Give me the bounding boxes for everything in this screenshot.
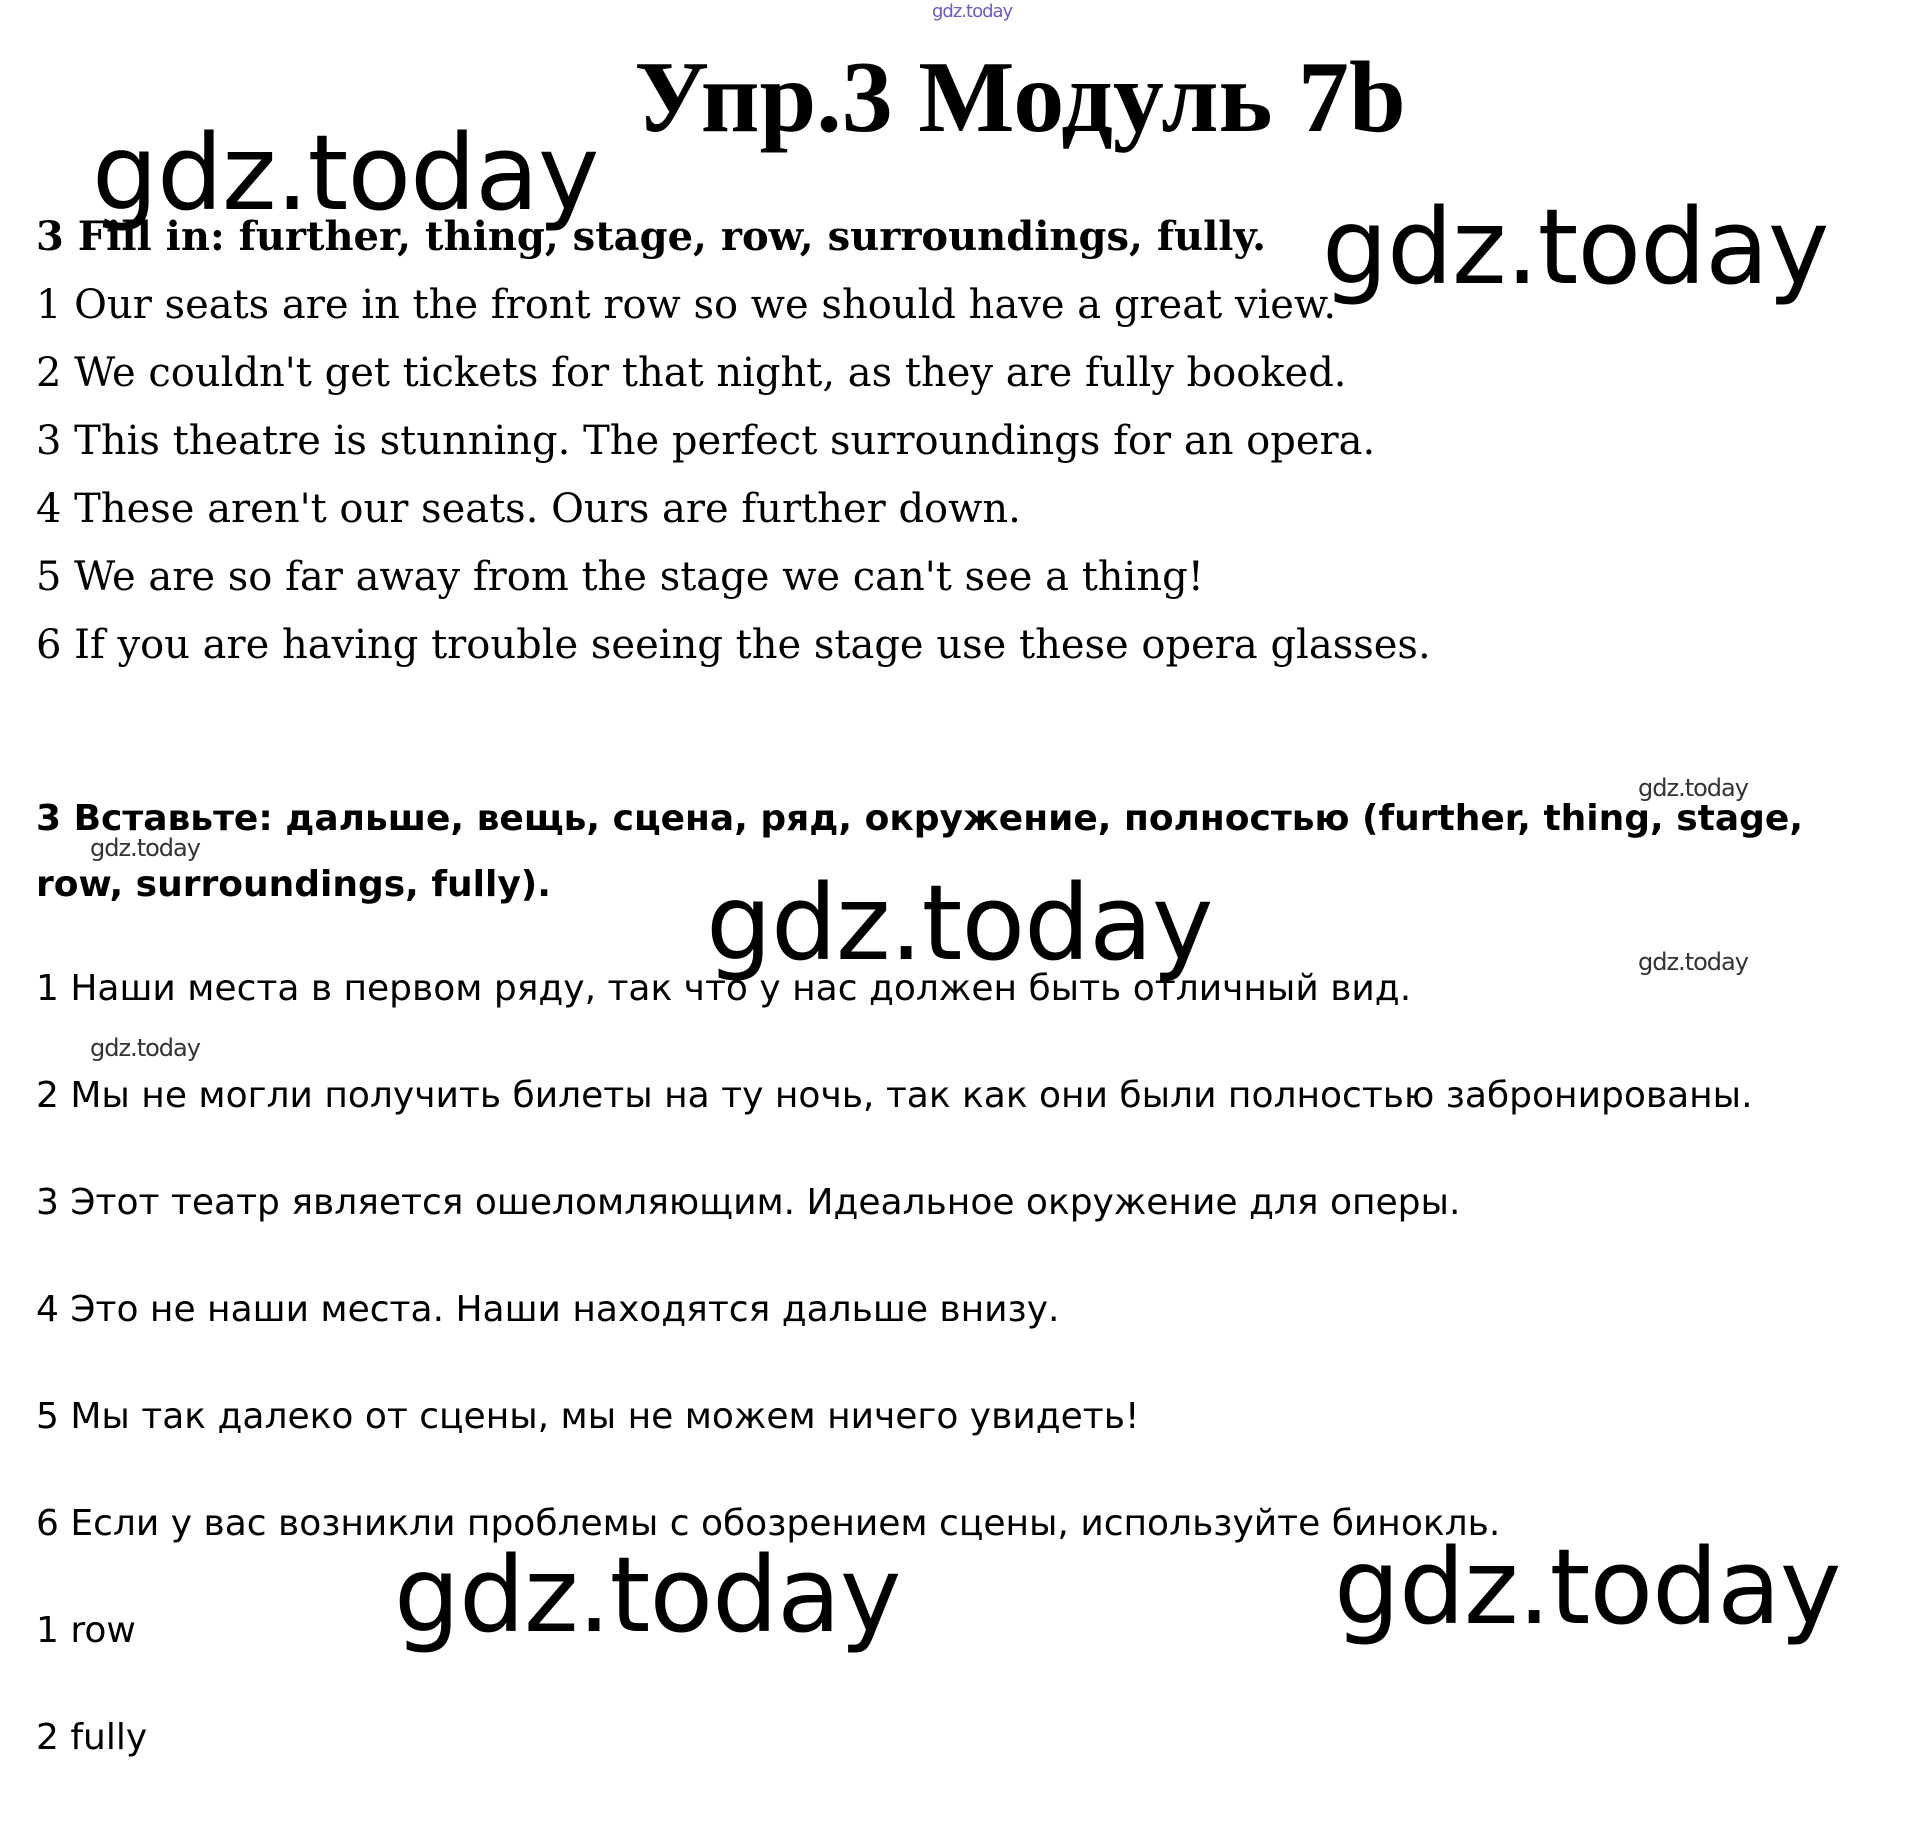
english-line-5: 5 We are so far away from the stage we can't see a thing! <box>36 554 1204 600</box>
english-line-6: 6 If you are having trouble seeing the stage use these opera glasses. <box>36 622 1431 668</box>
watermark-large-2: gdz.today <box>1322 186 1829 308</box>
english-heading: 3 Fill in: further, thing, stage, row, surroundings, fully. <box>36 213 1267 260</box>
page-title: Упр.3 Модуль 7b <box>634 41 1406 154</box>
russian-line-2: 2 Мы не могли получить билеты на ту ночь, так как они были полностью забронированы. <box>36 1075 1753 1116</box>
english-line-2: 2 We couldn't get tickets for that night, as they are fully booked. <box>36 350 1347 396</box>
english-line-3: 3 This theatre is stunning. The perfect surroundings for an opera. <box>36 418 1376 464</box>
watermark-large-3: gdz.today <box>706 862 1213 984</box>
watermark-large-1: gdz.today <box>92 112 599 234</box>
english-line-4: 4 These aren't our seats. Ours are further down. <box>36 486 1021 532</box>
watermark-top: gdz.today <box>932 1 1013 22</box>
answer-1: 1 row <box>36 1610 136 1651</box>
watermark-small-3: gdz.today <box>1638 948 1748 976</box>
russian-line-6: 6 Если у вас возникли проблемы с обозрением сцены, используйте бинокль. <box>36 1503 1501 1544</box>
russian-line-3: 3 Этот театр является ошеломляющим. Идеальное окружение для оперы. <box>36 1182 1461 1223</box>
watermark-small-1: gdz.today <box>1638 774 1748 802</box>
watermark-small-4: gdz.today <box>90 1034 200 1062</box>
russian-line-1: 1 Наши места в первом ряду, так что у нас должен быть отличный вид. <box>36 968 1412 1009</box>
english-section <box>36 203 1896 679</box>
watermark-small-2: gdz.today <box>90 834 200 862</box>
watermark-large-5: gdz.today <box>1334 1526 1841 1648</box>
russian-line-5: 5 Мы так далеко от сцены, мы не можем ничего увидеть! <box>36 1396 1140 1437</box>
english-line-1: 1 Our seats are in the front row so we should have a great view. <box>36 282 1337 328</box>
watermark-large-4: gdz.today <box>394 1534 901 1656</box>
russian-line-4: 4 Это не наши места. Наши находятся дальше внизу. <box>36 1289 1060 1330</box>
russian-heading: 3 Вставьте: дальше, вещь, сцена, ряд, окружение, полностью (further, thing, stage, row, surroundings, fully). <box>36 798 1804 905</box>
answer-2: 2 fully <box>36 1717 148 1758</box>
